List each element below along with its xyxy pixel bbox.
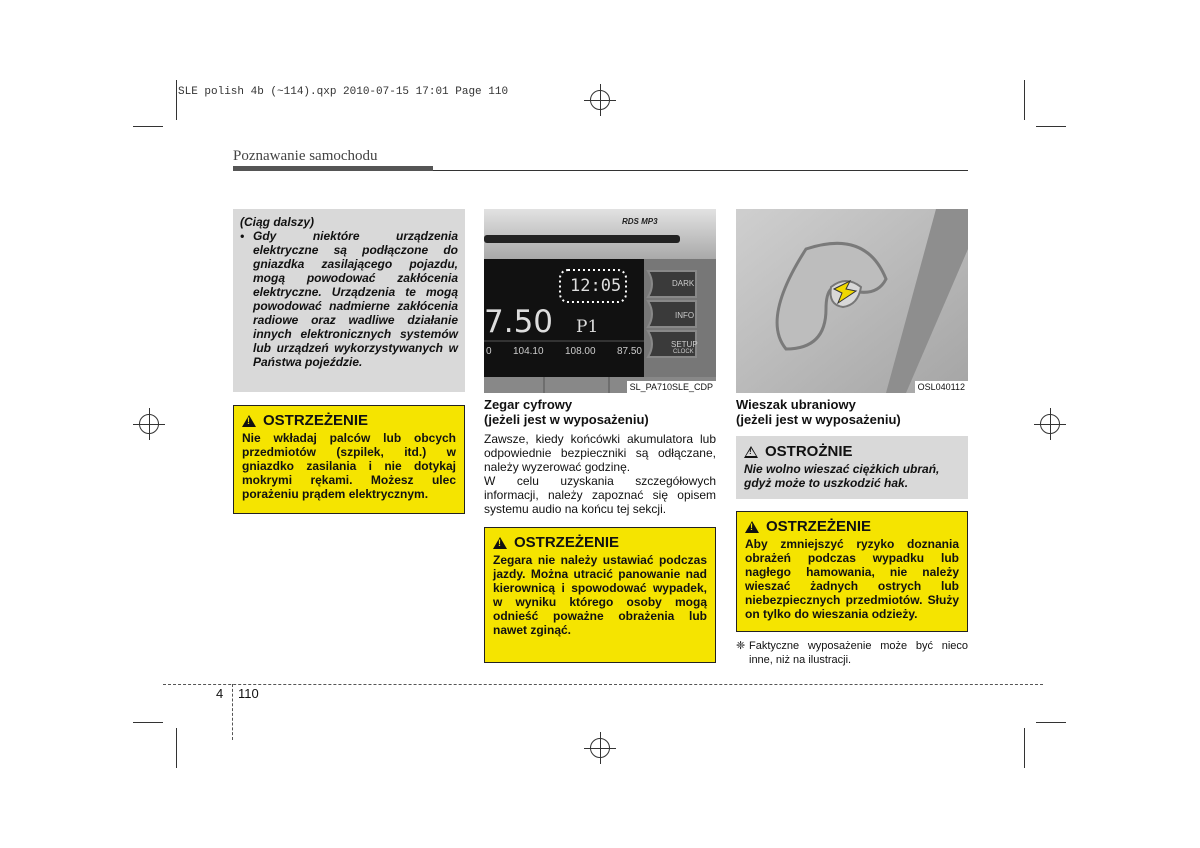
preset-list [486, 346, 642, 357]
crop-mark [1036, 126, 1066, 127]
preset-display: P1 [576, 317, 599, 337]
radio-photo [484, 209, 716, 393]
section-heading: Zegar cyfrowy [484, 397, 573, 412]
crop-mark [133, 126, 163, 127]
registration-mark [584, 84, 616, 116]
warning-box [484, 527, 716, 663]
footnote-text: Faktyczne wyposażenie może być nieco inne, niż na ilustracji. [749, 640, 968, 666]
warning-triangle-icon [493, 537, 507, 549]
hook-section [736, 397, 968, 427]
warning-title: OSTRZEŻENIE [263, 412, 369, 429]
crop-mark [176, 728, 177, 768]
caution-triangle-icon [744, 446, 758, 458]
footnote [736, 639, 968, 667]
caution-text: Nie wolno wieszać ciężkich ubrań, gdyż może to uszkodzić hak. [744, 462, 940, 490]
setup-button-label: SETUP [671, 340, 698, 349]
continued-note-box [233, 209, 465, 392]
warning-title: OSTRZEŻENIE [514, 534, 620, 551]
crop-mark [133, 722, 163, 723]
warning-text: Nie wkładaj palców lub obcych przedmiotów (szpilek, itd.) w gniazdko zasilania i nie dotykaj mokrymi rękami. Możesz ulec porażeniu prądem elektrycznym. [242, 431, 456, 501]
warning-box [736, 511, 968, 632]
crop-mark [176, 80, 177, 120]
footer-rule [163, 684, 1043, 685]
section-number: 4 [216, 686, 224, 701]
crop-mark [1024, 728, 1025, 768]
hook-illustration [736, 209, 968, 393]
warning-triangle-icon [745, 521, 759, 533]
warning-text: Zegara nie należy ustawiać podczas jazdy. Można utracić panowanie nad kierownicą i spowodować wypadek, w wyniku którego osoby mogą odnieść poważne obrażenia lub nawet zginąć. [493, 553, 707, 637]
preset-freq: 0 [486, 346, 492, 357]
clock-display: 12:05 [570, 276, 622, 296]
header-rule [233, 166, 433, 171]
note-text: Gdy niektóre urządzenia elektryczne są podłączone do gniazdka zasilającego pojazdu, mogą powodować zakłócenia elektryczne. Urządzenia te mogą powodować nadmierne zakłócenia radiowe oraz wadliwe działanie innych elektronicznych systemów lub urządzeń wykorzystywanych w Państwa pojeździe. [253, 229, 458, 369]
preset-freq: 108.00 [564, 346, 596, 357]
section-title: Poznawanie samochodu [233, 148, 378, 164]
photo-caption: OSL040112 [915, 381, 968, 393]
warning-title: OSTRZEŻENIE [766, 518, 872, 535]
registration-mark [1034, 408, 1066, 440]
crop-mark [1036, 722, 1066, 723]
warning-box [233, 405, 465, 514]
registration-mark [584, 732, 616, 764]
caution-box [736, 436, 968, 499]
clock-section [484, 397, 716, 516]
print-slug: SLE polish 4b (~114).qxp 2010-07-15 17:01 Page 110 [178, 86, 509, 98]
body-paragraph: Zawsze, kiedy końcówki akumulatora lub odpowiednie bezpieczniki są odłączane, należy wyzerować godzinę. [484, 432, 716, 474]
preset-freq: 104.10 [512, 346, 544, 357]
clock-button-label: CLOCK [673, 349, 694, 355]
note-title: (Ciąg dalszy) [240, 215, 315, 229]
dark-button-label: DARK [672, 279, 695, 288]
warning-text: Aby zmniejszyć ryzyko doznania obrażeń podczas wypadku lub nagłego hamowania, nie należy wieszać żadnych ostrych lub niebezpiecznych przedmiotów. Służy on tylko do wieszania odzieży. [745, 537, 959, 621]
radio-logos: RDS MP3 [622, 217, 658, 226]
body-paragraph: W celu uzyskania szczegółowych informacji, należy zapoznać się opisem systemu audio na końcu tej sekcji. [484, 474, 716, 516]
section-heading: Wieszak ubraniowy [736, 397, 856, 412]
hook-photo [736, 209, 968, 393]
warning-triangle-icon [242, 415, 256, 427]
section-subheading: (jeżeli jest w wyposażeniu) [484, 412, 649, 427]
page-number: 110 [238, 686, 259, 701]
registration-mark [133, 408, 165, 440]
header-rule [433, 170, 968, 171]
radio-illustration [484, 209, 716, 393]
photo-caption: SL_PA710SLE_CDP [627, 381, 716, 393]
caution-title: OSTROŻNIE [765, 443, 853, 460]
frequency-display: 7.50 [484, 304, 554, 340]
footnote-mark-icon: ❈ [736, 640, 746, 652]
bullet: • [240, 229, 245, 243]
section-subheading: (jeżeli jest w wyposażeniu) [736, 412, 901, 427]
info-button-label: INFO [675, 311, 695, 320]
footer-rule-vertical [232, 684, 233, 740]
crop-mark [1024, 80, 1025, 120]
preset-freq: 87.50 [616, 346, 642, 357]
